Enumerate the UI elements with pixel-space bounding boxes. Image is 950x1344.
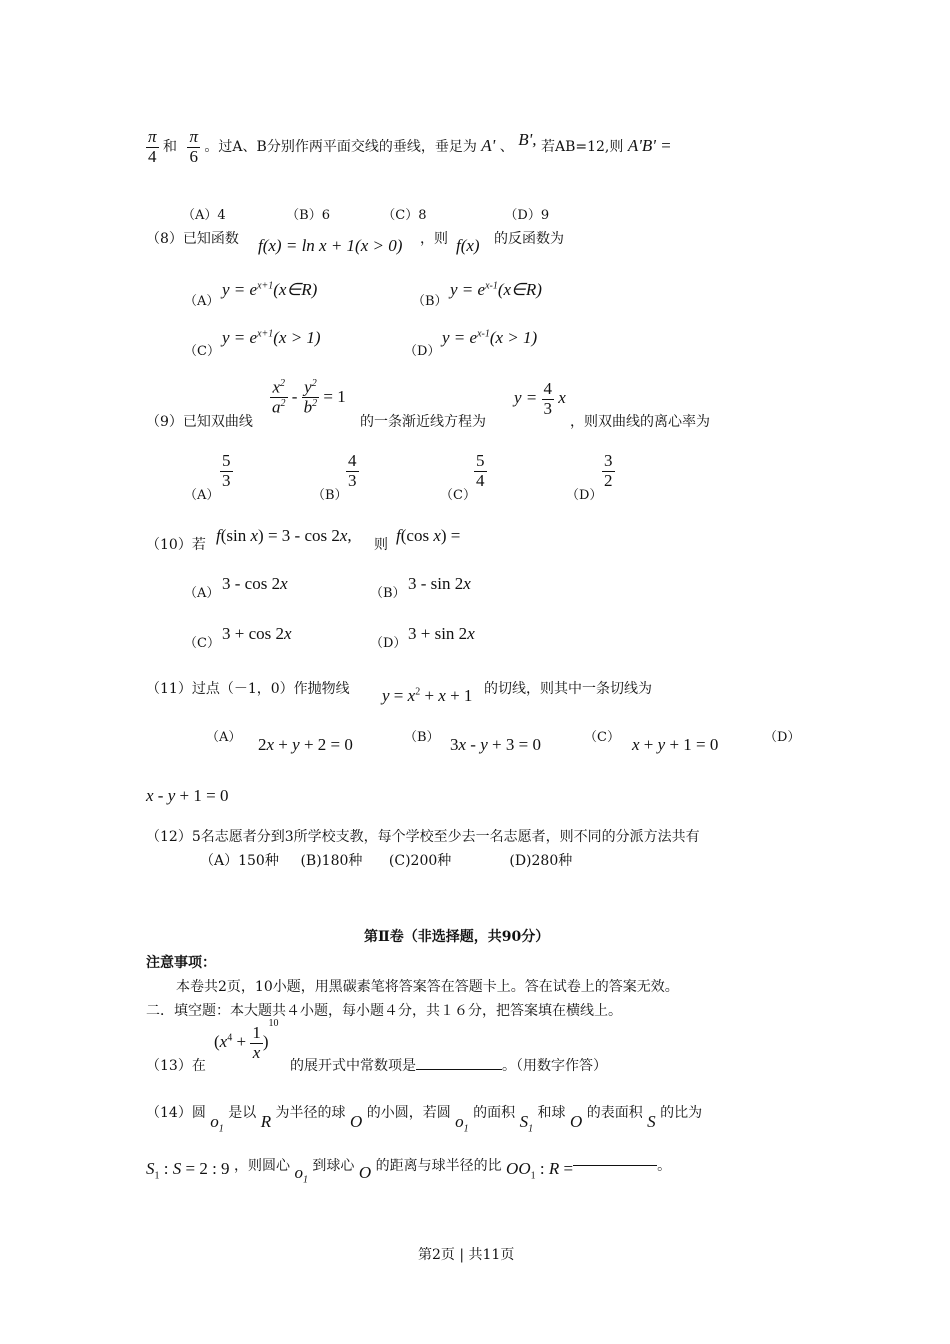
q12-options: （A）150种 (B)180种 (C)200种 (D)280种 — [200, 853, 573, 869]
q12-stem: （12）5名志愿者分到3所学校支教，每个学校至少去一名志愿者，则不同的分派方法共有 — [146, 829, 700, 845]
q9-opt-a-label: （A） — [184, 488, 220, 503]
o1-symbol: $o_1$ — [210, 1112, 224, 1135]
q8-func: f(x) = ln x + 1(x > 0) — [258, 236, 403, 255]
q13-label: （13）在 — [146, 1058, 206, 1074]
q8-opt-b: $y = e^{x-1}(x\in R)$ — [450, 280, 542, 299]
q11-opt-d: x - y + 1 = 0 — [146, 786, 229, 805]
q9-label: （9）已知双曲线 — [146, 414, 253, 430]
q11-end: 的切线，则其中一条切线为 — [484, 681, 652, 697]
q8-fx: f(x) — [456, 236, 480, 255]
page-footer: 第2页 | 共11页 — [418, 1247, 515, 1263]
q9-mid: 的一条渐近线方程为 — [360, 414, 486, 430]
q7-tail: $\frac{\pi}{4}$ 和 $\frac{\pi}{6}$ 。过A、B分别作两平面交线的垂线，垂足为 A' 、 B', 若AB=12,则 A'B' = — [148, 127, 672, 166]
frac-pi-6: $\frac{\pi}{6}$ — [189, 127, 198, 166]
q10-opt-b: 3 - sin 2x — [408, 574, 471, 593]
q11-curve: $y = x^2 + x + 1$ — [382, 686, 473, 705]
q8-opt-c-label: （C） — [184, 344, 220, 359]
q9-opt-d: $\frac{3}{2}$ — [604, 451, 613, 490]
frac-pi-4: $\frac{\pi}{4}$ — [148, 127, 157, 166]
q10-ask: f(cos x) = — [396, 526, 461, 545]
q10-opt-c: 3 + cos 2x — [222, 624, 292, 643]
q8-mid: ，则 — [420, 231, 448, 247]
q13-end: 的展开式中常数项是 。（用数字作答） — [290, 1058, 607, 1074]
q8-opt-a-label: （A） — [184, 294, 220, 309]
q9-opt-c: $\frac{5}{4}$ — [476, 451, 485, 490]
q8-opt-b-label: （B） — [412, 294, 448, 309]
q11-opt-a-label: （A） — [206, 730, 242, 745]
q8-end: 的反函数为 — [494, 231, 564, 247]
q10-opt-a: 3 - cos 2x — [222, 574, 288, 593]
q11-opt-a: 2x + y + 2 = 0 — [258, 735, 353, 754]
q9-asymptote: y = $\frac{4}{3}$ x — [514, 379, 566, 418]
q9-opt-d-label: （D） — [566, 488, 603, 503]
o-symbol: O — [569, 1112, 583, 1131]
notice-body: 本卷共2页，10小题，用黑碳素笔将答案答在答题卡上。答在试卷上的答案无效。 — [176, 979, 679, 995]
q7-options: （A）4 （B）6 （C）8 （D）9 — [182, 208, 550, 223]
q14-answer-blank[interactable] — [573, 1165, 657, 1166]
q10-opt-d-label: （D） — [370, 636, 407, 651]
q8-stem: （8）已知函数 — [146, 231, 239, 247]
q11-opt-b-label: （B） — [404, 730, 440, 745]
q8-opt-a: $y = e^{x+1}(x\in R)$ — [222, 280, 318, 299]
q11-opt-d-label: （D） — [764, 730, 801, 745]
o1-symbol: $o_1$ — [294, 1163, 308, 1186]
q9-opt-b: $\frac{4}{3}$ — [348, 451, 357, 490]
notice-title: 注意事项： — [146, 955, 216, 971]
q10-opt-c-label: （C） — [184, 636, 220, 651]
q10-then: 则 — [374, 537, 388, 553]
q10-opt-b-label: （B） — [370, 586, 406, 601]
s-symbol: S — [647, 1112, 656, 1131]
q11-label: （11）过点（－1，0）作抛物线 — [146, 681, 350, 697]
q8-opt-c: $y = e^{x+1}(x > 1)$ — [222, 328, 321, 347]
q9-hyperbola: $\frac{x^2}{a^2}$ - $\frac{y^2}{b^2}$ = 1 — [272, 377, 346, 417]
o-symbol: O — [349, 1112, 363, 1131]
q13-expr: ($x^4$ + $\frac{1}{x}$ )$^{10}$ — [214, 1018, 279, 1062]
q9-end: ，则双曲线的离心率为 — [570, 414, 710, 430]
q11-opt-c: x + y + 1 = 0 — [632, 735, 719, 754]
q11-opt-c-label: （C） — [584, 730, 620, 745]
q10-cond: f(sin x) = 3 - cos 2x, — [216, 526, 352, 545]
o-symbol: O — [358, 1163, 372, 1182]
q8-opt-d: $y = e^{x-1}(x > 1)$ — [442, 328, 538, 347]
q9-opt-c-label: （C） — [440, 488, 476, 503]
q10-label: （10）若 — [146, 537, 206, 553]
q14-line1: （14）圆 $o_1$ 是以 R 为半径的球 O 的小圆，若圆 $o_1$ 的面积 $S_1$ 和球 O 的表面积 S 的比为 — [146, 1105, 703, 1135]
s1-symbol: $S_1$ — [519, 1112, 534, 1135]
part2-title: 第Ⅱ卷（非选择题，共90分） — [364, 929, 550, 945]
q13-answer-blank[interactable] — [416, 1069, 502, 1070]
o1-symbol: $o_1$ — [455, 1112, 469, 1135]
q8-opt-d-label: （D） — [404, 344, 441, 359]
q10-opt-d: 3 + sin 2x — [408, 624, 475, 643]
q9-opt-b-label: （B） — [312, 488, 348, 503]
section-fill-in: 二．填空题：本大题共４小题，每小题４分，共１６分，把答案填在横线上。 — [146, 1003, 622, 1019]
q14-line2: $S_1$ : S = 2 : 9 ，则圆心 $o_1$ 到球心 O 的距离与球半径的比 $OO_1$ : R = 。 — [146, 1158, 672, 1186]
ratio-oo1-r: $OO_1$ : R = — [506, 1159, 574, 1182]
q9-opt-a: $\frac{5}{3}$ — [222, 451, 231, 490]
ratio-s1-s: $S_1$ : S = 2 : 9 — [146, 1159, 230, 1182]
q10-opt-a-label: （A） — [184, 586, 220, 601]
r-symbol: R — [260, 1112, 272, 1131]
q11-opt-b: 3x - y + 3 = 0 — [450, 735, 541, 754]
